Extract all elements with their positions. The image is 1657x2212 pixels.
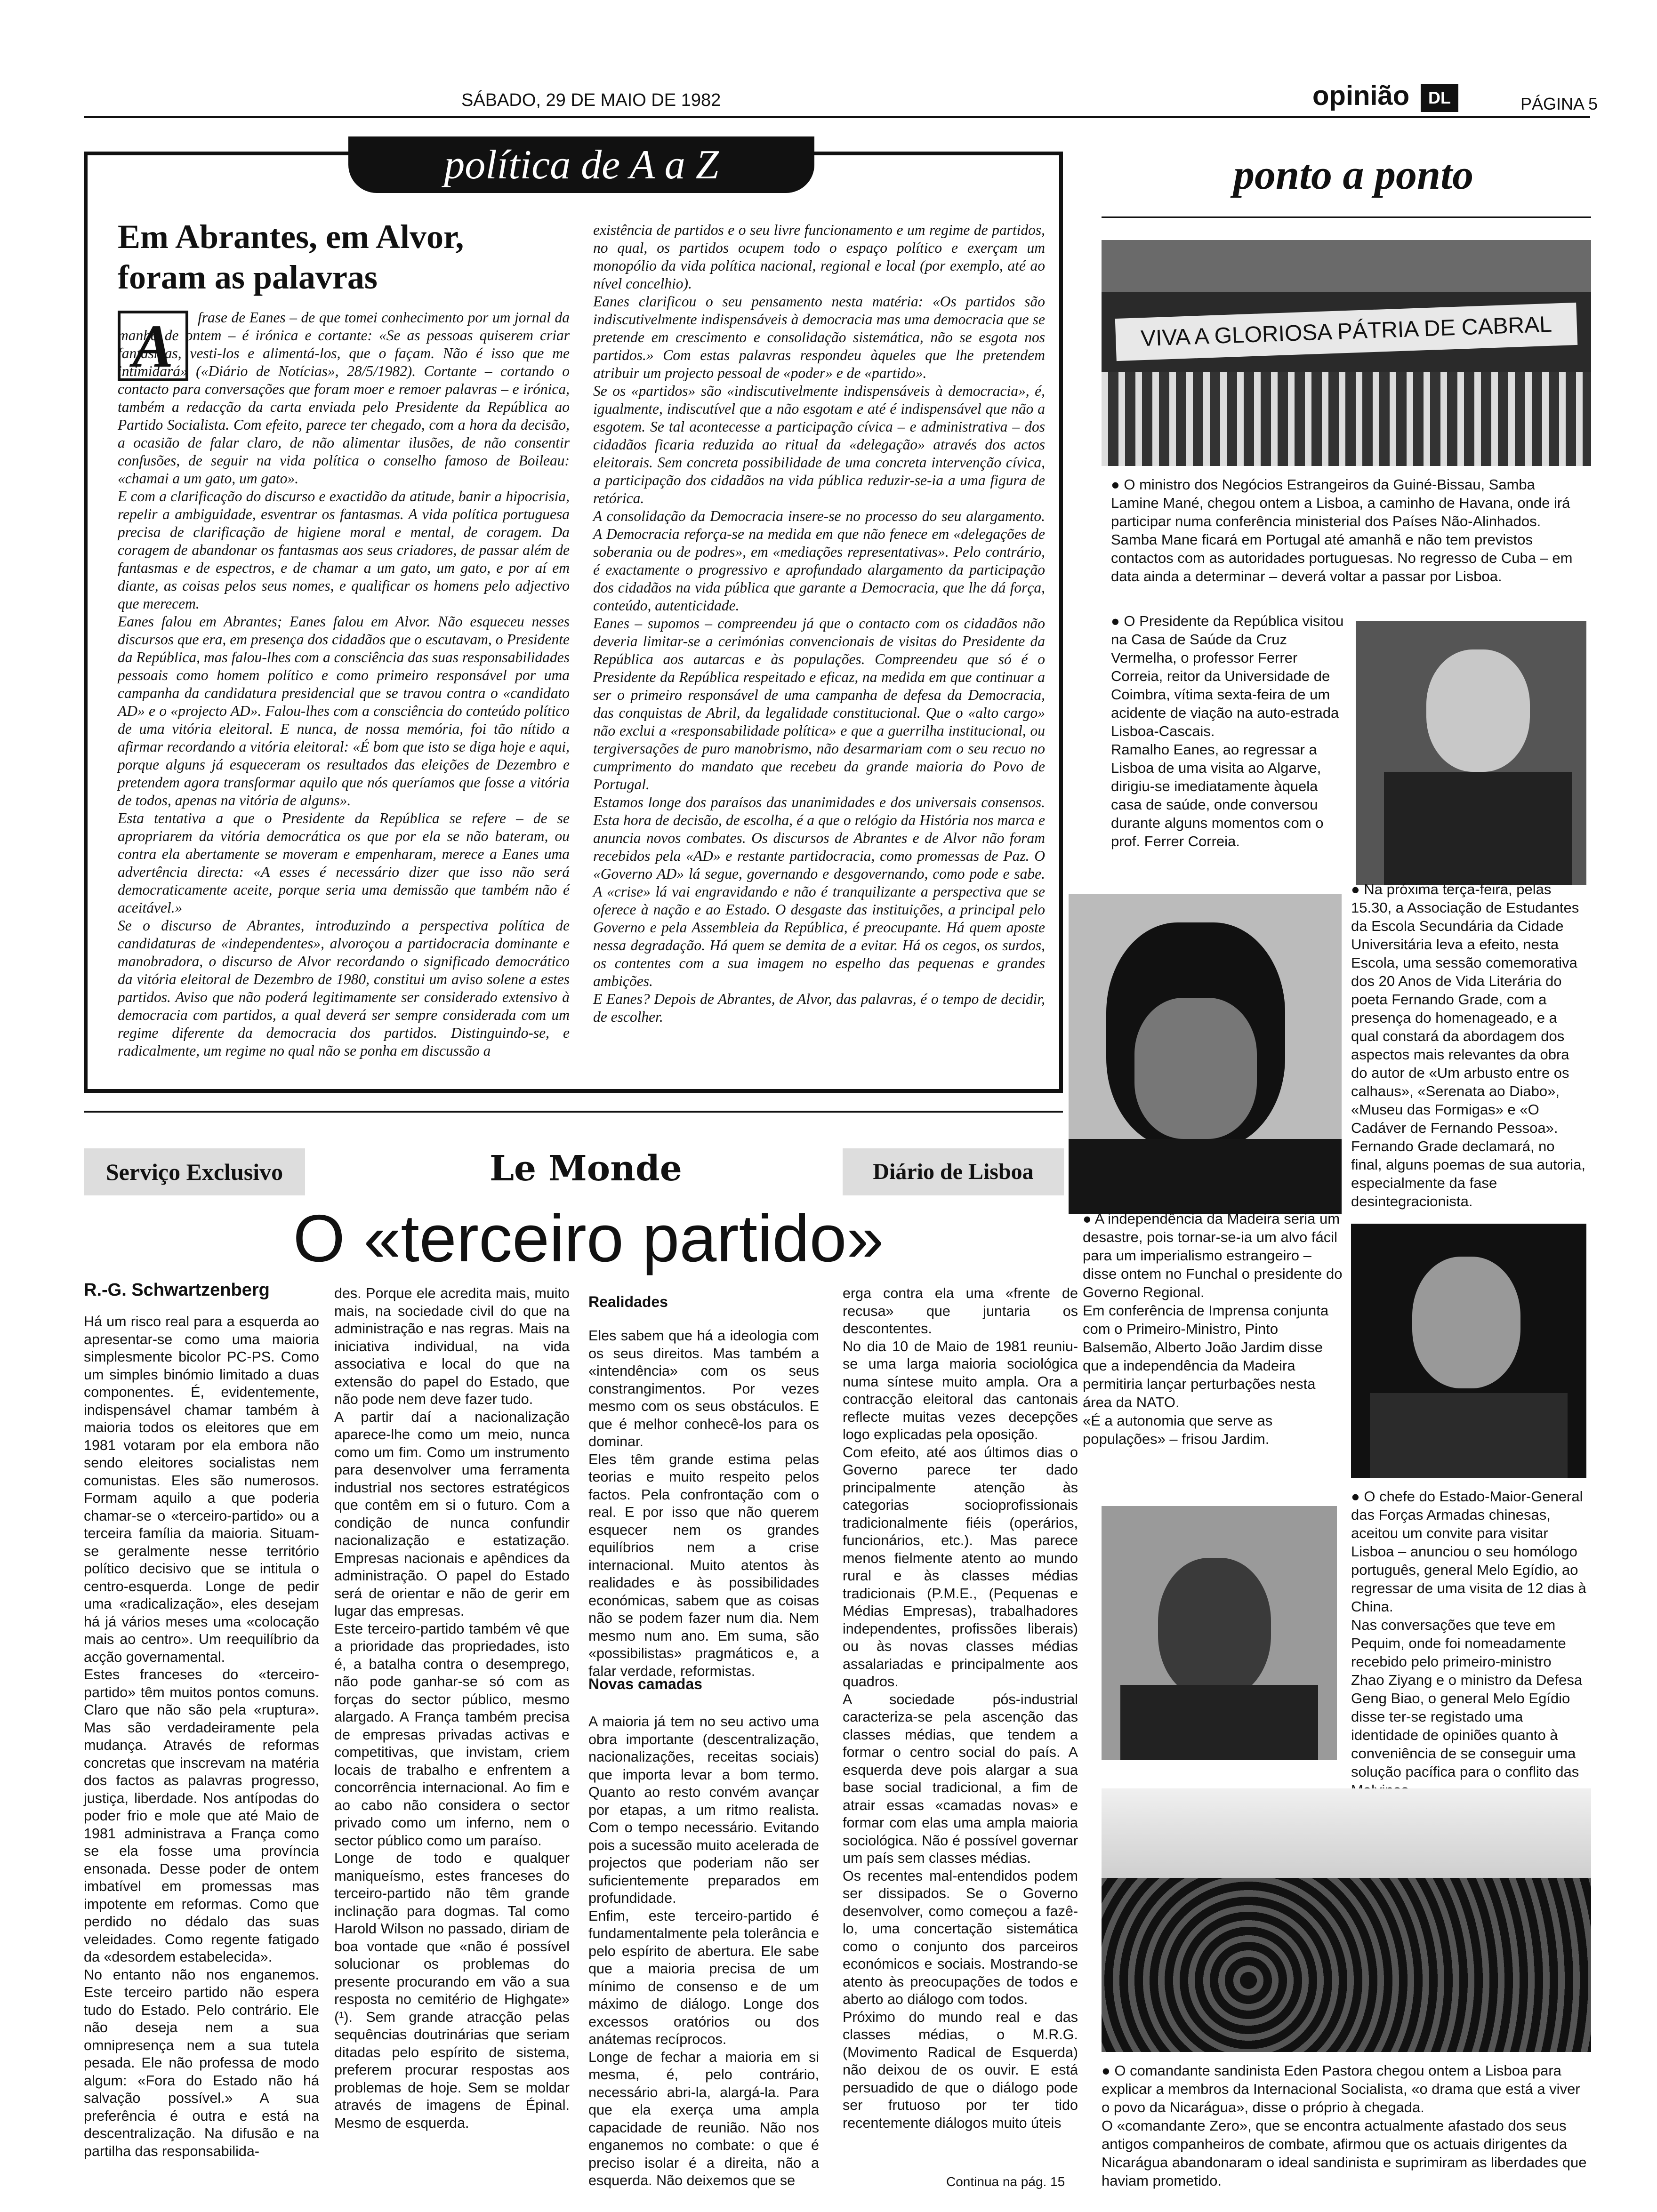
ponto-title: ponto a ponto [1233, 152, 1474, 198]
lemonde-headline: O «terceiro partido» [293, 1201, 884, 1276]
lemonde-column-3a: Eles sabem que há a ideologia com os seus direitos. Mas também a «intendência» com os seus constrangimentos. Por vezes mesmo com os seus obstáculos. E que é melhor conhecê-los para os dominar. Eles têm grande estima pelas teorias e muito respeito pelos factos. Pela confrontação com o real. E por isso que não querem esquecer nem os grandes equilíbrios nem a crise internacional. Muito atentos às realidades e às possibilidades económicas, sabem que as coisas não se podem fazer num dia. Nem mesmo num ano. Em suma, são «possibilistas» pragmáticos e, a falar verdade, reformistas. [588, 1328, 819, 1679]
servico-exclusivo-label: Serviço Exclusivo [84, 1148, 305, 1195]
dropcap: A [118, 311, 188, 381]
le-monde-logo: Le Monde [490, 1148, 682, 1189]
photo-ferrer-correia [1356, 621, 1586, 885]
lemonde-column-4: erga contra ela uma «frente de recusa» que juntaria os descontentes. No dia 10 de Maio de 1981 reuniu-se uma larga maioria sociológica numa síntese muito ampla. Ora a contracção eleitoral das cantonais reflecte muitas vezes decepções logo explicadas pela oposição. Com efeito, até aos últimos dias o Governo parece ter dado principalmente atenção às categorias socioprofissionais tradicionalmente fiéis (operários, funcionários, etc.). Mas parece menos fielmente atento ao mundo rural e às classes médias tradicionais (P.M.E., (Pequenas e Médias Empresas), trabalhadores independentes, profissões liberais) ou às novas classes médias assalariadas e principalmente aos quadros. A sociedade pós-industrial caracteriza-se pela ascenção das classes médias, que tendem a formar o centro social do país. A esquerda deve pois alargar a sua base social tradicional, a fim de atrair essas «camadas novas» e formar com elas uma ampla maioria sociológica. Não é possível governar um país sem classes médias. Os recentes mal-entendidos podem ser dissipados. Se o Governo desenvolver, como começou a fazê-lo, uma concertação sistemática como o conjunto dos parceiros económicos e sociais. Mostrando-se atento às preocupações de todos e aberto ao diálogo com todos. Próximo do mundo real e das classes médias, o M.R.G. (Movimento Radical de Esquerda) não deixou de os ouvir. E está persuadido de que o diálogo pode ser frutuoso por ter tido recentemente diálogos muito úteis [843, 1285, 1078, 2131]
section-divider [84, 1111, 1063, 1113]
photo-fernando-grade [1069, 894, 1342, 1214]
section-label: opinião [1312, 80, 1410, 111]
banner-in-photo: VIVA A GLORIOSA PÁTRIA DE CABRAL [1115, 303, 1578, 361]
page-number: PÁGINA 5 [1520, 94, 1598, 113]
masthead-rule [84, 116, 1590, 118]
lemonde-column-1: Há um risco real para a esquerda ao apresentar-se como uma maioria simplesmente bicolor PC-PS. Como um simples binómio limitado a duas componentes. É, evidentemente, indispensável chamar também à maioria todos os eleitores que em 1981 votaram por ela embora não sendo eleitores socialistas nem comunistas. Eles são numerosos. Formam aquilo a que poderia chamar-se o «terceiro-partido» ou a terceira família da maioria. Situam-se geralmente nesse território político decisivo que se intitula o centro-esquerda. Longe de pedir uma «radicalização», eles desejam há já vários meses uma «colocação mais ao centro». Um reequilíbrio da acção governamental. Estes franceses do «terceiro-partido» têm muitos pontos comuns. Claro que não são pela «ruptura». Mas são verdadeiramente pela mudança. Através de reformas concretas que inscrevam na matéria dos factos as palavras progresso, justiça, liberdade. Nos antípodas do poder frio e mole que até Maio de 1981 administrava a França como se ela fosse uma província ensonada. Desse poder de ontem imbatível em promessas mas impotente em reformas. Como que perdido no dédalo das suas veleidades. Como regente fatigado da «desordem estabelecida». No entanto não nos enganemos. Este terceiro partido não espera tudo do Estado. Pelo contrário. Ele não deseja nem a sua omnipresença nem a sua tutela pesada. Ele não professa de modo algum: «Fora do Estado não há salvação possível.» A sua preferência é outra e está na descentralização. Na difusão e na partilha das responsabilida- [84, 1314, 319, 2159]
politica-banner-text: política de A a Z [444, 142, 719, 188]
photo-nicaragua-crowd [1102, 1788, 1591, 2052]
caption-fernando-grade: ● Na próxima terça-feira, pelas 15.30, a Associação de Estudantes da Escola Secundária da Cidade Universitária leva a efeito, nesta Escola, uma sessão comemorativa dos 20 Anos de Vida Literária do poeta Fernando Grade, com a presença do homenageado, e a qual constará da abordagem dos aspectos mais relevantes da obra do autor de «Um arbusto entre os calhaus», «Serenata ao Diabo», «Museu das Formigas» e «O Cadáver de Fernando Pessoa». Fernando Grade declamará, no final, alguns poemas de sua autoria, especialmente da fase desintegracionista. [1351, 881, 1586, 1210]
caption-guine-bissau: ● O ministro dos Negócios Estrangeiros da Guiné-Bissau, Samba Lamine Mané, chegou ontem a Lisboa, a caminho de Havana, onde irá participar numa conferência ministerial dos Países Não-Alinhados. Samba Mane ficará em Portugal até amanhã e não tem previstos contactos com as autoridades portuguesas. No regresso de Cuba – em data ainda a determinar – deverá voltar a passar por Lisboa. [1111, 476, 1573, 585]
subhead-novas-camadas: Novas camadas [588, 1675, 702, 1692]
politica-headline: Em Abrantes, em Alvor, foram as palavras [118, 218, 464, 296]
subhead-realidades: Realidades [588, 1293, 668, 1310]
ponto-rule [1102, 216, 1591, 218]
continua-note: Continua na pág. 15 [946, 2174, 1065, 2189]
masthead-date: SÁBADO, 29 DE MAIO DE 1982 [461, 90, 721, 110]
photo-parade [1102, 240, 1591, 466]
section-badge: DL [1421, 84, 1458, 112]
politica-column-2: existência de partidos e o seu livre funcionamento e um regime de partidos, no qual, os partidos ocupem todo o espaço político e exerçam um monopólio da vida política nacional, regional e local (por exemplo, até ao nível concelhio). Eanes clarificou o seu pensamento nesta matéria: «Os partidos são indiscutivelmente indispensáveis à democracia mas uma democracia que se pretende em crescimento e consolidação sistemática, não se esgota nos partidos.» Com estas palavras respondeu àqueles que lhe pretendem atribuir um projecto pessoal de «poder» e de «partido». Se os «partidos» são «indiscutivelmente indispensáveis à democracia», é, igualmente, indiscutível que a não esgotam e até é indispensável que não a esgotem. Se tal acontecesse a participação cívica – e administrativa – dos cidadãos ficaria reduzida ao ritual da «delegação» através dos actos eleitorais. Sem concreta possibilidade de uma concreta intervenção cívica, a participação dos cidadãos na vida pública reduzir-se-ia a uma figura de retórica. A consolidação da Democracia insere-se no processo do seu alargamento. A Democracia reforça-se na medida em que não fenece em «delegações de soberania ou de podres», em «mediações representativas». Pelo contrário, é exactamente o progressivo e aprofundado alargamento da participação dos cidadãos na vida pública que garante a Democracia, que lhe dá força, conteúdo, autenticidade. Eanes – supomos – compreendeu já que o contacto com os cidadãos não deveria limitar-se a cerimónias convencionais de visitas do Presidente da República aos autarcas e às populações. Compreendeu que só é o Presidente da República respeitado e eficaz, na medida em que continuar a ser o primeiro responsável de uma campanha de defesa da Democracia, das conquistas de Abril, da legalidade constitucional. Que o «alto cargo» não exclui a «responsabilidade política» e que a guerrilha institucional, ou tergiversações de puro manobrismo, não desarmariam com o seu recuo no cumprimento do mandato que recebeu da grande maioria do Povo de Portugal. Estamos longe dos paraísos das unanimidades e dos universais consensos. Esta hora de decisão, de escolha, é a que o relógio da História nos marca e anuncia novos combates. Os discursos de Abrantes e de Alvor não foram recebidos pela «AD» e restante partidocracia, como promessas de Paz. O «Governo AD» lá segue, governando e desgovernando, como pode e sabe. A «crise» lá vai engravidando e não é tranquilizante a perspectiva que se oferece à nação e ao Estado. O desgaste das instituições, a principal pelo Governo e pela Assembleia da República, é preocupante. Há quem aposte nessa degradação. Há quem se demita de a evitar. Há os cegos, os surdos, os contentes com a sua imagem no espelho das pequenas e grandes ambições. E Eanes? Depois de Abrantes, de Alvor, das palavras, é o tempo de decidir, de escolher. [593, 222, 1045, 1025]
caption-ferrer-correia: ● O Presidente da República visitou na Casa de Saúde da Cruz Vermelha, o professor Ferrer Correia, reitor da Universidade de Coimbra, vítima sexta-feira de um acidente de viação na auto-estrada Lisboa-Cascais. Ramalho Eanes, ao regressar a Lisboa de uma visita ao Algarve, dirigiu-se imediatamente àquela casa de saúde, onde conversou durante alguns momentos com o prof. Ferrer Correia. [1111, 613, 1344, 850]
caption-madeira: ● A independência da Madeira seria um desastre, pois tornar-se-ia um alvo fácil para um imperialismo estrangeiro – disse ontem no Funchal o presidente do Governo Regional. Em conferência de Imprensa conjunta com o Primeiro-Ministro, Pinto Balsemão, Alberto João Jardim disse que a independência da Madeira permitiria lançar perturbações nesta área da NATO. «É a autonomia que serve as populações» – frisou Jardim. [1083, 1210, 1343, 1447]
caption-eden-pastora: ● O comandante sandinista Eden Pastora chegou ontem a Lisboa para explicar a membros da Internacional Socialista, «o drama que está a viver o povo da Nicarágua», disse o próprio à chegada. O «comandante Zero», que se encontra actualmente afastado dos seus antigos companheiros de combate, afirmou que os actuais dirigentes da Nicarágua abandonaram o ideal sandinista e suprimiram as liberdades que haviam prometido. [1102, 2062, 1587, 2189]
photo-alberto-joao-jardim [1351, 1224, 1586, 1478]
lemonde-column-3b: A maioria já tem no seu activo uma obra importante (descentralização, nacionalizações, receitas sociais) que importa levar a bom termo. Quanto ao resto convém avançar por etapas, a um ritmo realista. Com o tempo necessário. Evitando pois a sucessão muito acelerada de projectos que poderiam não ser suficientemente preparados em profundidade. Enfim, este terceiro-partido é fundamentalmente pela tolerância e pelo espírito de abertura. Ele sabe que a maioria precisa de um mínimo de consenso e de um máximo de diálogo. Longe dos excessos oratórios ou dos anátemas recíprocos. Longe de fechar a maioria em si mesma, é, pelo contrário, necessário abri-la, alargá-la. Para que ela exerça uma ampla capacidade de reunião. Não nos enganemos no combate: o que é preciso isolar é a direita, não a esquerda. Não deixemos que se [588, 1714, 819, 2188]
caption-china: ● O chefe do Estado-Maior-General das Forças Armadas chinesas, aceitou um convite para visitar Lisboa – anunciou o seu homólogo português, general Melo Egídio, ao regressar de uma visita de 12 dias à China. Nas conversações que teve em Pequim, onde foi nomeadamente recebido pelo primeiro-ministro Zhao Ziyang e o ministro da Defesa Geng Biao, o general Melo Egídio disse ter-se registado uma identidade de opiniões quanto à conveniência de se conseguir uma solução pacífica para o conflito das [1351, 1488, 1586, 1780]
diario-de-lisboa-logo: Diário de Lisboa [843, 1148, 1064, 1195]
politica-column-1: frase de Eanes – de que tomei conhecimento por um jornal da manhã de ontem – é irónica e cortante: «Se as pessoas quiserem criar fantasmas, vesti-los e alimentá-los, que o façam. Não é isso que me intimidará» («Diário de Notícias», 28/5/1982). Cortante – cortando o contacto para conversações que foram moer e remoer palavras – e irónica, também a redacção da carta enviada pelo Presidente da República ao Partido Socialista. Com efeito, parece ter chegado, com a hora da decisão, a ocasião de falar claro, de não alimentar ilusões, de não consentir confusões, de seguir na vida política o conselho famoso de Boileau: «chamai a um gato, um gato». E com a clarificação do discurso e exactidão da atitude, banir a hipocrisia, repelir a ambiguidade, esventrar os fantasmas. A vida política portuguesa precisa de clarificação de higiene moral e mental, de coragem. Da coragem de abandonar os fantasmas aos seus criadores, de passar além de fantasmas e de espectros, e de chamar a um gato, um gato, e por aí em diante, as coisas pelos seus nomes, e qualificar os homens pelo adjectivo que merecem. Eanes falou em Abrantes; Eanes falou em Alvor. Não esqueceu nesses discursos que era, em presença dos cidadãos que o escutavam, o Presidente da República, mas falou-lhes com a consciência das suas responsabilidades pessoais como homem político e como primeiro responsável por uma campanha da candidatura presidencial que se travou contra o «candidato AD» e o «projecto AD». Falou-lhes com a consciência do conteúdo político de uma vitória eleitoral. E nunca, de nossa memória, foi tão nítido a afirmar recordando a vitória eleitoral: «É bom que isto se diga hoje e aqui, porque alguns já esqueceram os resultados das eleições de Dezembro e pretendem agora transformar aquilo que nós queríamos que fosse a vitória de todos, apenas na vitória de alguns». Esta tentativa a que o Presidente da República se refere – de se apropriarem da vitória democrática os que por ela se não bateram, ou contra ela abertamente se moveram e empenharam, merece a Eanes uma advertência directa: «A esses é necessário dizer que isso não será democraticamente aceite, porque seria uma demissão que também não é aceitável.» Se o discurso de Abrantes, introduzindo a perspectiva política de candidaturas de «independentes», alvoroçou a partidocracia dominante e manobradora, o discurso de Alvor recordando o significado democrático da vitória eleitoral de Dezembro de 1980, constitui um aviso solene a estes partidos. Aviso que não poderá legitimamente ser considerado extensivo à democracia com partidos, a qual deverá ser sempre considerada com um regime diferente da democracia dos partidos. Distinguindo-se, e radicalmente, um regime no qual não se ponha em discussão a [118, 309, 570, 1059]
author-byline: R.-G. Schwartzenberg [84, 1280, 270, 1300]
photo-melo-egidio [1102, 1506, 1337, 1760]
lemonde-column-2: des. Porque ele acredita mais, muito mais, na sociedade civil do que na administração e nas regras. Mais na iniciativa individual, na vida associativa e local do que na extensão do papel do Estado, que não pode nem deve fazer tudo. A partir daí a nacionalização aparece-lhe como um meio, nunca como um fim. Como um instrumento para desenvolver uma ferramenta industrial nos sectores estratégicos que contêm em si o futuro. Com a condição de nunca confundir nacionalização e estatização. Empresas nacionais e apêndices da administração. O papel do Estado será de orientar e não de gerir em lugar das empresas. Este terceiro-partido também vê que a prioridade das propriedades, isto é, a batalha contra o desemprego, não pode ganhar-se só com as forças do sector público, mesmo alargado. A França também precisa de empresas privadas activas e competitivas, que invistam, criem locais de trabalho e enfrentem a concorrência internacional. Ao fim e ao cabo não considera o sector privado como um inferno, nem o sector público como um paraíso. Longe de todo e qualquer maniqueísmo, estes franceses do terceiro-partido não têm grande inclinação para dogmas. Tal como Harold Wilson no passado, diriam de boa vontade que «não é possível solucionar os problemas do presente procurando em vão a sua resposta no cemitério de Highgate» (¹). Sem grande atracção pelas sequências doutrinárias que seriam ditadas pelo espírito de sistema, preferem procurar respostas aos problemas de hoje. Sem se moldar através de imagens de Épinal. Mesmo de esquerda. [334, 1285, 570, 2131]
